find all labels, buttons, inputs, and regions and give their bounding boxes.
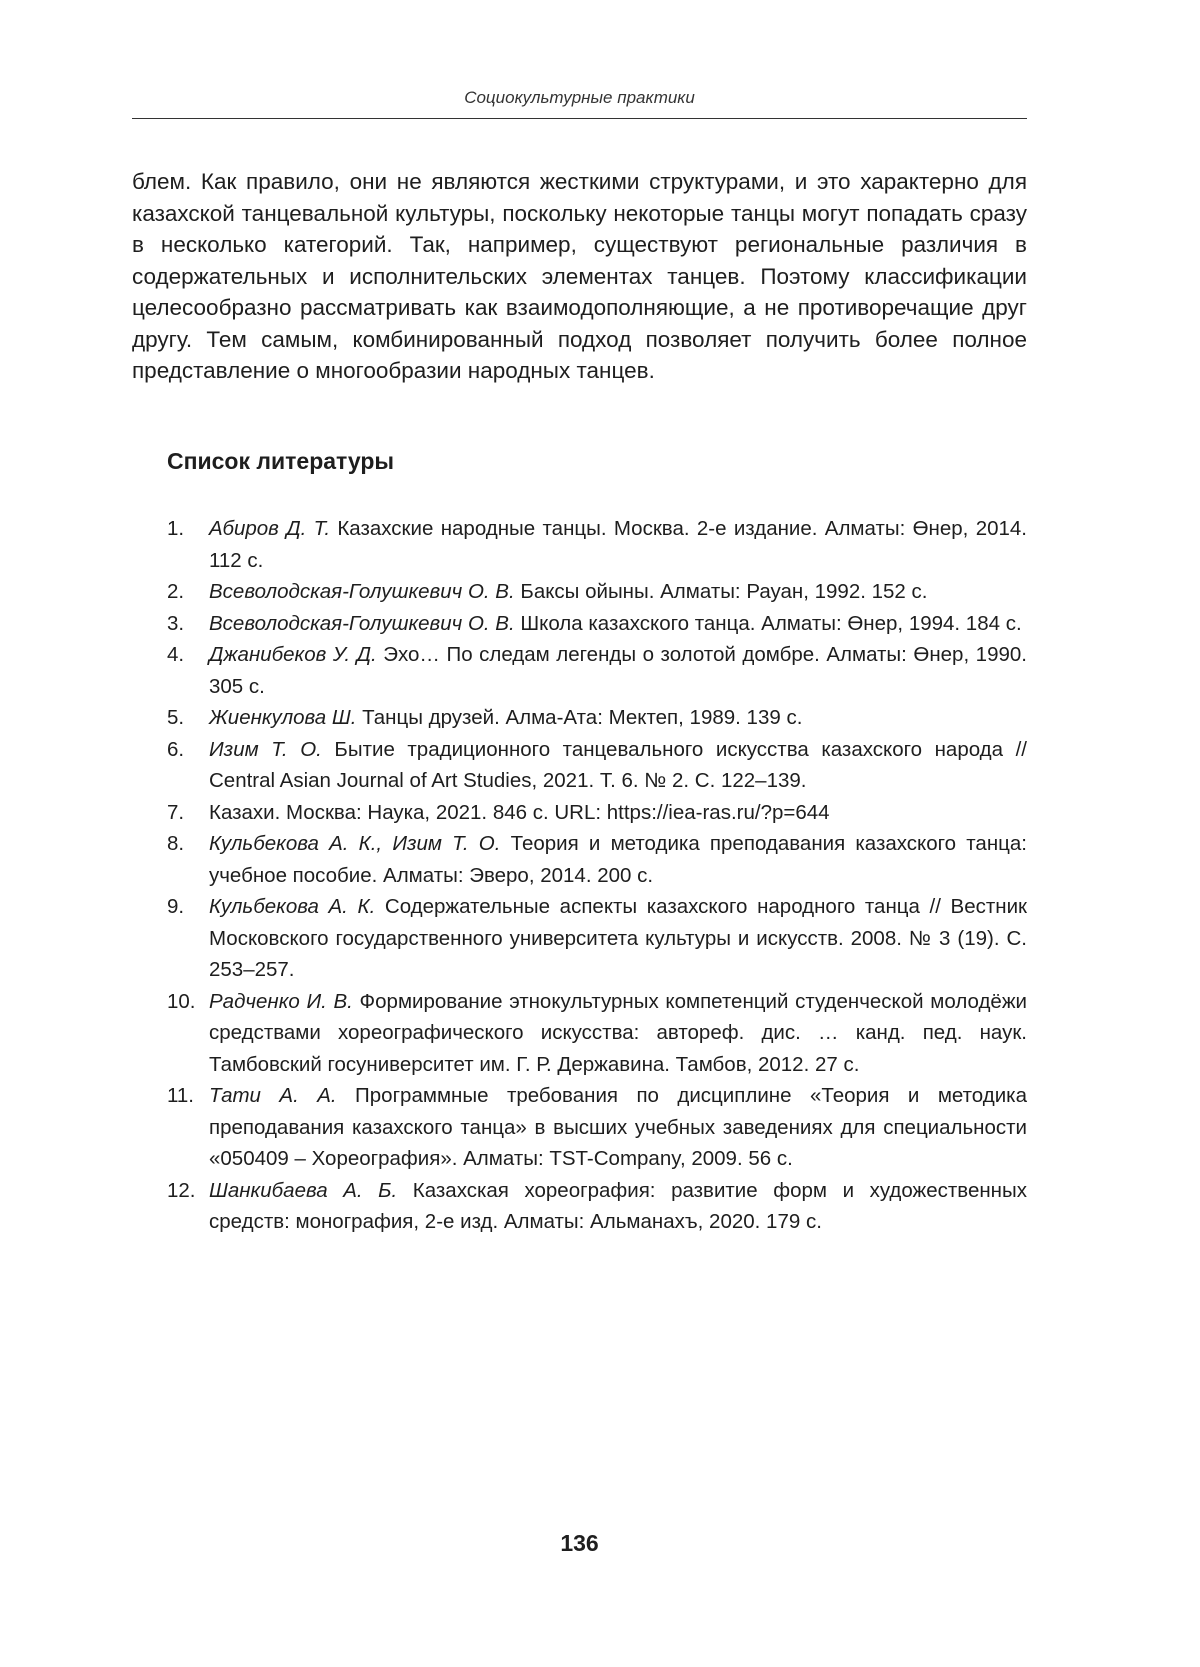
- reference-body: [209, 986, 1027, 1081]
- reference-body: [209, 1175, 1027, 1238]
- reference-author: Абиров Д. Т.: [209, 517, 331, 540]
- reference-item: [167, 986, 1027, 1081]
- reference-text: Казахская хореография: развитие форм и художественных средств: монография, 2-е изд. Алматы: Альманахъ, 2020. 179 с.: [209, 1178, 1027, 1233]
- reference-number: 3.: [167, 611, 185, 635]
- reference-author: Жиенкулова Ш.: [209, 706, 357, 729]
- reference-author: Тати А. А.: [209, 1084, 337, 1107]
- reference-body: [209, 576, 1027, 608]
- reference-number: 4.: [167, 643, 185, 666]
- reference-text: Теория и методика преподавания казахского танца: учебное пособие. Алматы: Эверо, 2014. 200 с.: [209, 832, 1027, 887]
- reference-author: Всеволодская-Голушкевич О. В.: [209, 611, 515, 635]
- reference-text: Казахские народные танцы. Москва. 2-е издание. Алматы: Өнер, 2014. 112 с.: [209, 517, 1027, 572]
- reference-author: Изим Т. О.: [209, 737, 322, 761]
- reference-number: 10.: [167, 989, 196, 1013]
- header-rule: [132, 118, 1027, 119]
- reference-item: [167, 1175, 1027, 1238]
- reference-number: 2.: [167, 580, 185, 603]
- reference-body: [209, 828, 1027, 891]
- reference-text: Школа казахского танца. Алматы: Өнер, 1994. 184 с.: [514, 611, 1022, 635]
- reference-body: [209, 702, 1027, 734]
- reference-text: Эхо… По следам легенды о золотой домбре. Алматы: Өнер, 1990. 305 с.: [209, 643, 1027, 698]
- reference-text: Формирование этнокультурных компетенций студенческой молодёжи средствами хореографического искусства: автореф. дис. … канд. пед. наук. Тамбовский госуниверситет им. Г. Р. Державина. Тамбов, 2012. 27 с.: [209, 989, 1027, 1076]
- reference-text: Программные требования по дисциплине «Теория и методика преподавания казахского танца» в высших учебных заведениях для специальности «050409 – Хореография». Алматы: TST-Company, 2009. 56 с.: [209, 1084, 1027, 1170]
- reference-body: [209, 608, 1027, 640]
- reference-item: [167, 639, 1027, 702]
- reference-author: Кульбекова А. К., Изим Т. О.: [209, 832, 501, 855]
- reference-body: [209, 639, 1027, 702]
- reference-item: [167, 1080, 1027, 1175]
- reference-item: [167, 513, 1027, 576]
- reference-author: Радченко И. В.: [209, 989, 353, 1013]
- reference-body: [209, 734, 1027, 797]
- reference-body: [209, 891, 1027, 986]
- reference-item: [167, 828, 1027, 891]
- reference-number: 1.: [167, 517, 185, 540]
- reference-text: Содержательные аспекты казахского народного танца // Вестник Московского государственного университета культуры и искусств. 2008. № 3 (19). С. 253–257.: [209, 895, 1027, 981]
- reference-author: Кульбекова А. К.: [209, 895, 376, 918]
- page-number: 136: [560, 1530, 599, 1556]
- reference-number: 12.: [167, 1178, 196, 1202]
- reference-item: [167, 891, 1027, 986]
- reference-number: 11.: [167, 1084, 194, 1107]
- running-header: Социокультурные практики: [464, 88, 695, 107]
- reference-body: [209, 1080, 1027, 1175]
- reference-body: [209, 513, 1027, 576]
- reference-body: [209, 797, 1027, 829]
- references-title: Список литературы: [167, 448, 395, 474]
- reference-text: Танцы друзей. Алма-Ата: Мектеп, 1989. 139 с.: [356, 706, 803, 729]
- reference-text: Бытие традиционного танцевального искусства казахского народа // Central Asian Journal of Art Studies, 2021. Т. 6. № 2. С. 122–139.: [209, 737, 1027, 792]
- reference-item: [167, 734, 1027, 797]
- reference-number: 7.: [167, 800, 185, 824]
- reference-author: Джанибеков У. Д.: [209, 643, 377, 666]
- reference-number: 5.: [167, 706, 185, 729]
- reference-item: [167, 576, 1027, 608]
- reference-list: [167, 513, 1027, 1238]
- reference-number: 6.: [167, 737, 185, 761]
- reference-item: [167, 702, 1027, 734]
- reference-number: 8.: [167, 832, 185, 855]
- reference-item: [167, 797, 1027, 829]
- reference-author: Всеволодская-Голушкевич О. В.: [209, 580, 515, 603]
- reference-author: Шанкибаева А. Б.: [209, 1178, 398, 1202]
- reference-text: Баксы ойыны. Алматы: Рауан, 1992. 152 с.: [514, 580, 928, 603]
- reference-number: 9.: [167, 895, 185, 918]
- reference-item: [167, 608, 1027, 640]
- reference-text: Казахи. Москва: Наука, 2021. 846 с. URL: https://iea-ras.ru/?p=644: [209, 800, 830, 824]
- body-paragraph: блем. Как правило, они не являются жесткими структурами, и это характерно для казахской танцевальной культуры, поскольку некоторые танцы могут попадать сразу в несколько категорий. Так, например, существуют региональные различия в содержательных и исполнительских элементах танцев. Поэтому классификации целесообразно рассматривать как взаимодополняющие, а не противоречащие друг другу. Тем самым, комбинированный подход позволяет получить более полное представление о многообразии народных танцев.: [132, 169, 1027, 383]
